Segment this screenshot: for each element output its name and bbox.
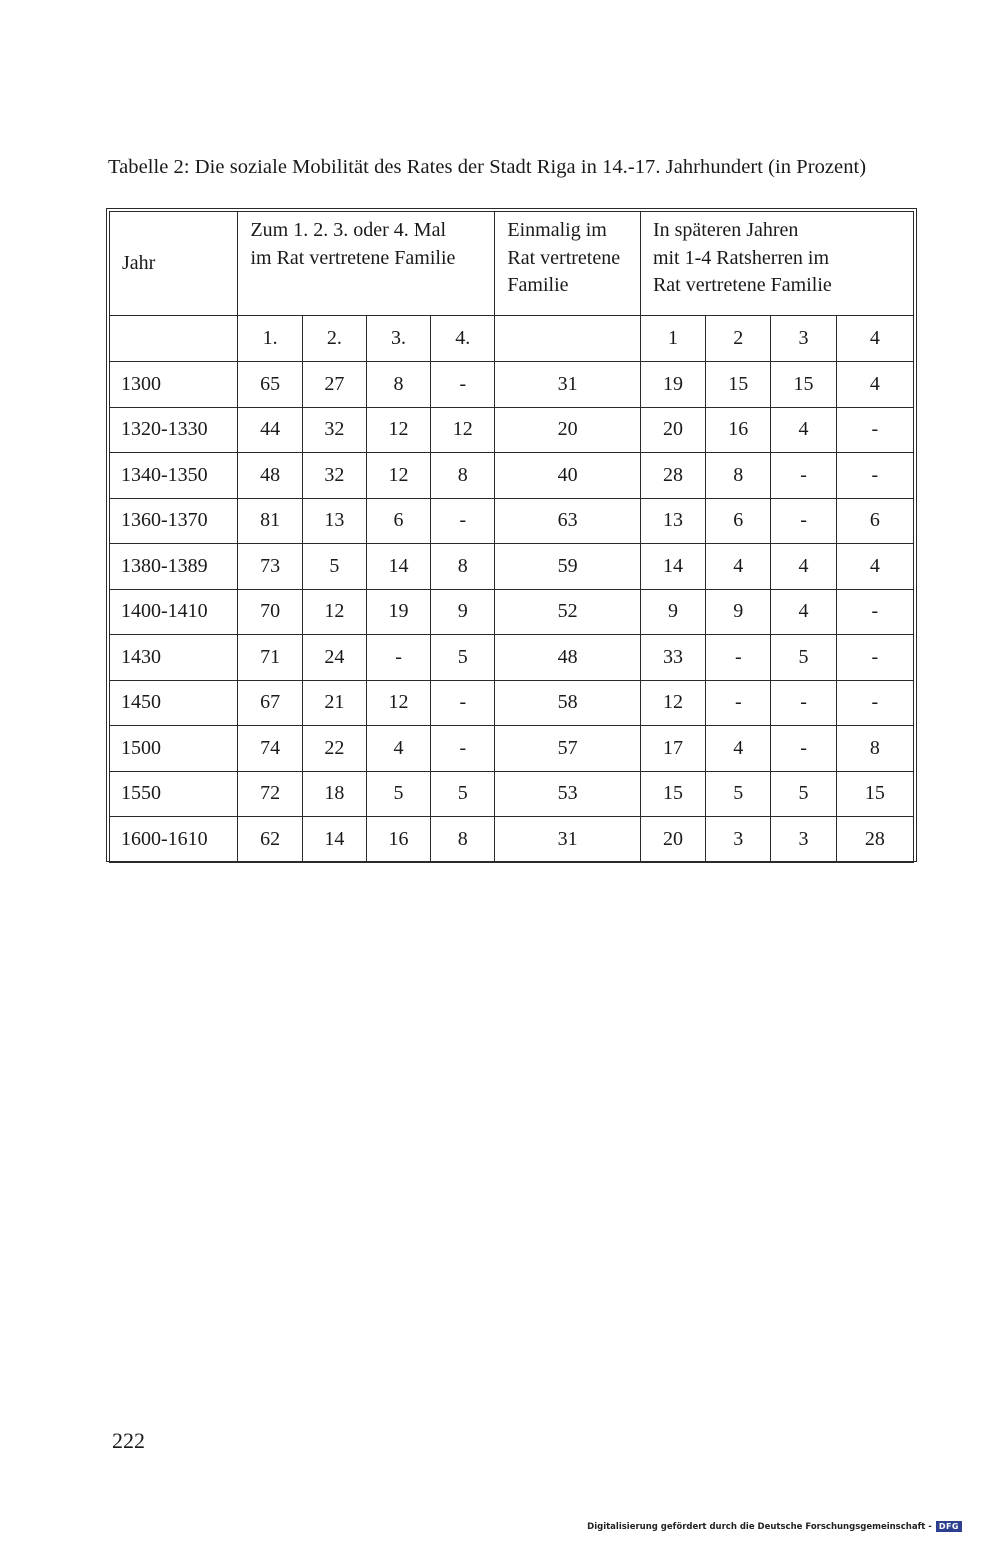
table-cell: 59 [495,544,641,590]
table-cell: 15 [640,771,705,817]
table-cell: 8 [431,544,495,590]
table-cell: - [836,589,913,635]
table-cell: 4 [771,544,836,590]
row-year-cell: 1430 [110,635,238,681]
table-cell: 21 [302,680,366,726]
dfg-logo: DFG [936,1521,962,1532]
header-line: Einmalig im [507,219,607,241]
subheader-cell: 1. [238,316,302,362]
table-cell: 9 [431,589,495,635]
row-year-cell: 1450 [110,680,238,726]
table-cell: 6 [706,498,771,544]
table-cell: - [771,453,836,499]
table-cell: 16 [706,407,771,453]
table-cell: 6 [836,498,913,544]
page-number: 222 [112,1428,145,1453]
subheader-cell: 4 [836,316,913,362]
header-jahr: Jahr [110,212,238,316]
table-caption: Tabelle 2: Die soziale Mobilität des Rates der Stadt Riga in 14.-17. Jahrhundert (in Prozent) [108,156,867,178]
table-cell: 14 [640,544,705,590]
subheader-cell: 2 [706,316,771,362]
header-group-mal [238,212,495,316]
table-cell: 33 [640,635,705,681]
table-cell: 5 [431,771,495,817]
header-line: im Rat vertretene Familie [250,246,456,269]
subheader-cell: 1 [640,316,705,362]
table-cell: 20 [495,407,641,453]
data-table [109,211,914,863]
table-cell: 32 [302,453,366,499]
table-cell: - [431,680,495,726]
table-row [110,635,914,681]
row-year-cell: 1340-1350 [110,453,238,499]
table-row [110,589,914,635]
table-cell: 12 [640,680,705,726]
table-cell: 12 [366,453,430,499]
table-cell: - [431,498,495,544]
data-table-frame [106,208,917,862]
table-cell: 4 [771,589,836,635]
table-cell: 27 [302,362,366,408]
table-cell: 5 [431,635,495,681]
table-cell: 31 [495,817,641,863]
table-cell: 44 [238,407,302,453]
table-cell: 15 [771,362,836,408]
table-cell: 20 [640,407,705,453]
table-cell: - [706,635,771,681]
table-cell: 67 [238,680,302,726]
table-cell: 8 [836,726,913,772]
table-cell: 14 [366,544,430,590]
table-cell: 65 [238,362,302,408]
table-cell: 5 [771,635,836,681]
table-cell: 12 [366,407,430,453]
table-row [110,771,914,817]
table-cell: 3 [771,817,836,863]
table-cell: 8 [706,453,771,499]
table-cell: 4 [771,407,836,453]
table-cell: 81 [238,498,302,544]
table-cell: - [836,407,913,453]
row-year-cell: 1550 [110,771,238,817]
table-cell: 5 [771,771,836,817]
row-year-cell: 1500 [110,726,238,772]
table-cell: 58 [495,680,641,726]
table-cell: 74 [238,726,302,772]
subheader-cell: 3 [771,316,836,362]
header-line: Zum 1. 2. 3. oder 4. Mal [250,219,446,241]
table-cell: 48 [238,453,302,499]
table-cell: 32 [302,407,366,453]
table-cell: 6 [366,498,430,544]
table-cell: 4 [836,544,913,590]
footer-credit [587,1521,962,1532]
table-cell: 18 [302,771,366,817]
footer-text: Digitalisierung gefördert durch die Deutsche Forschungsgemeinschaft - [587,1521,932,1532]
header-group-spaeter [640,212,913,316]
table-cell: 48 [495,635,641,681]
table-cell: 12 [366,680,430,726]
table-cell: 16 [366,817,430,863]
header-line: Rat vertretene [507,246,621,269]
row-year-cell: 1320-1330 [110,407,238,453]
table-cell: 19 [366,589,430,635]
table-cell: - [771,726,836,772]
table-row [110,407,914,453]
table-cell: 40 [495,453,641,499]
table-cell: 12 [431,407,495,453]
table-cell: 24 [302,635,366,681]
table-cell: 5 [366,771,430,817]
table-cell: 3 [706,817,771,863]
table-cell: 28 [640,453,705,499]
row-year-cell: 1380-1389 [110,544,238,590]
table-row [110,453,914,499]
table-cell: - [366,635,430,681]
table-cell: 4 [836,362,913,408]
header-line: In späteren Jahren [652,219,799,241]
table-cell: 28 [836,817,913,863]
table-cell: 20 [640,817,705,863]
row-year-cell: 1300 [110,362,238,408]
table-cell: 52 [495,589,641,635]
table-cell: 62 [238,817,302,863]
table-row [110,544,914,590]
table-cell: 5 [302,544,366,590]
table-cell: 15 [706,362,771,408]
table-cell: 71 [238,635,302,681]
table-cell: 17 [640,726,705,772]
header-line: Familie [507,274,569,296]
table-cell: 8 [431,817,495,863]
table-cell: 31 [495,362,641,408]
subheader-cell: 3. [366,316,430,362]
header-group-einmalig [495,212,641,316]
table-cell: 22 [302,726,366,772]
table-cell: 15 [836,771,913,817]
table-cell: 72 [238,771,302,817]
table-cell: 4 [366,726,430,772]
table-cell: 9 [640,589,705,635]
table-row [110,726,914,772]
table-cell: - [771,680,836,726]
table-cell: 73 [238,544,302,590]
row-year-cell: 1360-1370 [110,498,238,544]
subheader-cell: 2. [302,316,366,362]
table-cell: 19 [640,362,705,408]
header-row [110,212,914,316]
row-year-cell: 1600-1610 [110,817,238,863]
table-cell: 5 [706,771,771,817]
table-cell: 53 [495,771,641,817]
table-row [110,680,914,726]
table-cell: - [706,680,771,726]
header-line: mit 1-4 Ratsherren im [652,246,830,269]
table-cell: 13 [640,498,705,544]
table-cell: 9 [706,589,771,635]
row-year-cell: 1400-1410 [110,589,238,635]
table-cell: - [836,680,913,726]
subheader-row [110,316,914,362]
table-cell: 8 [431,453,495,499]
table-cell: - [836,635,913,681]
table-cell: - [431,362,495,408]
table-cell: 4 [706,544,771,590]
subheader-cell [495,316,641,362]
table-cell: 8 [366,362,430,408]
table-cell: 63 [495,498,641,544]
table-cell: 14 [302,817,366,863]
table-cell: 57 [495,726,641,772]
subheader-empty [110,316,238,362]
table-row [110,817,914,863]
table-row [110,498,914,544]
table-cell: - [431,726,495,772]
table-cell: - [771,498,836,544]
table-row [110,362,914,408]
table-cell: 12 [302,589,366,635]
header-line: Rat vertretene Familie [652,274,832,296]
table-cell: 13 [302,498,366,544]
table-cell: 70 [238,589,302,635]
table-cell: - [836,453,913,499]
subheader-cell: 4. [431,316,495,362]
table-cell: 4 [706,726,771,772]
